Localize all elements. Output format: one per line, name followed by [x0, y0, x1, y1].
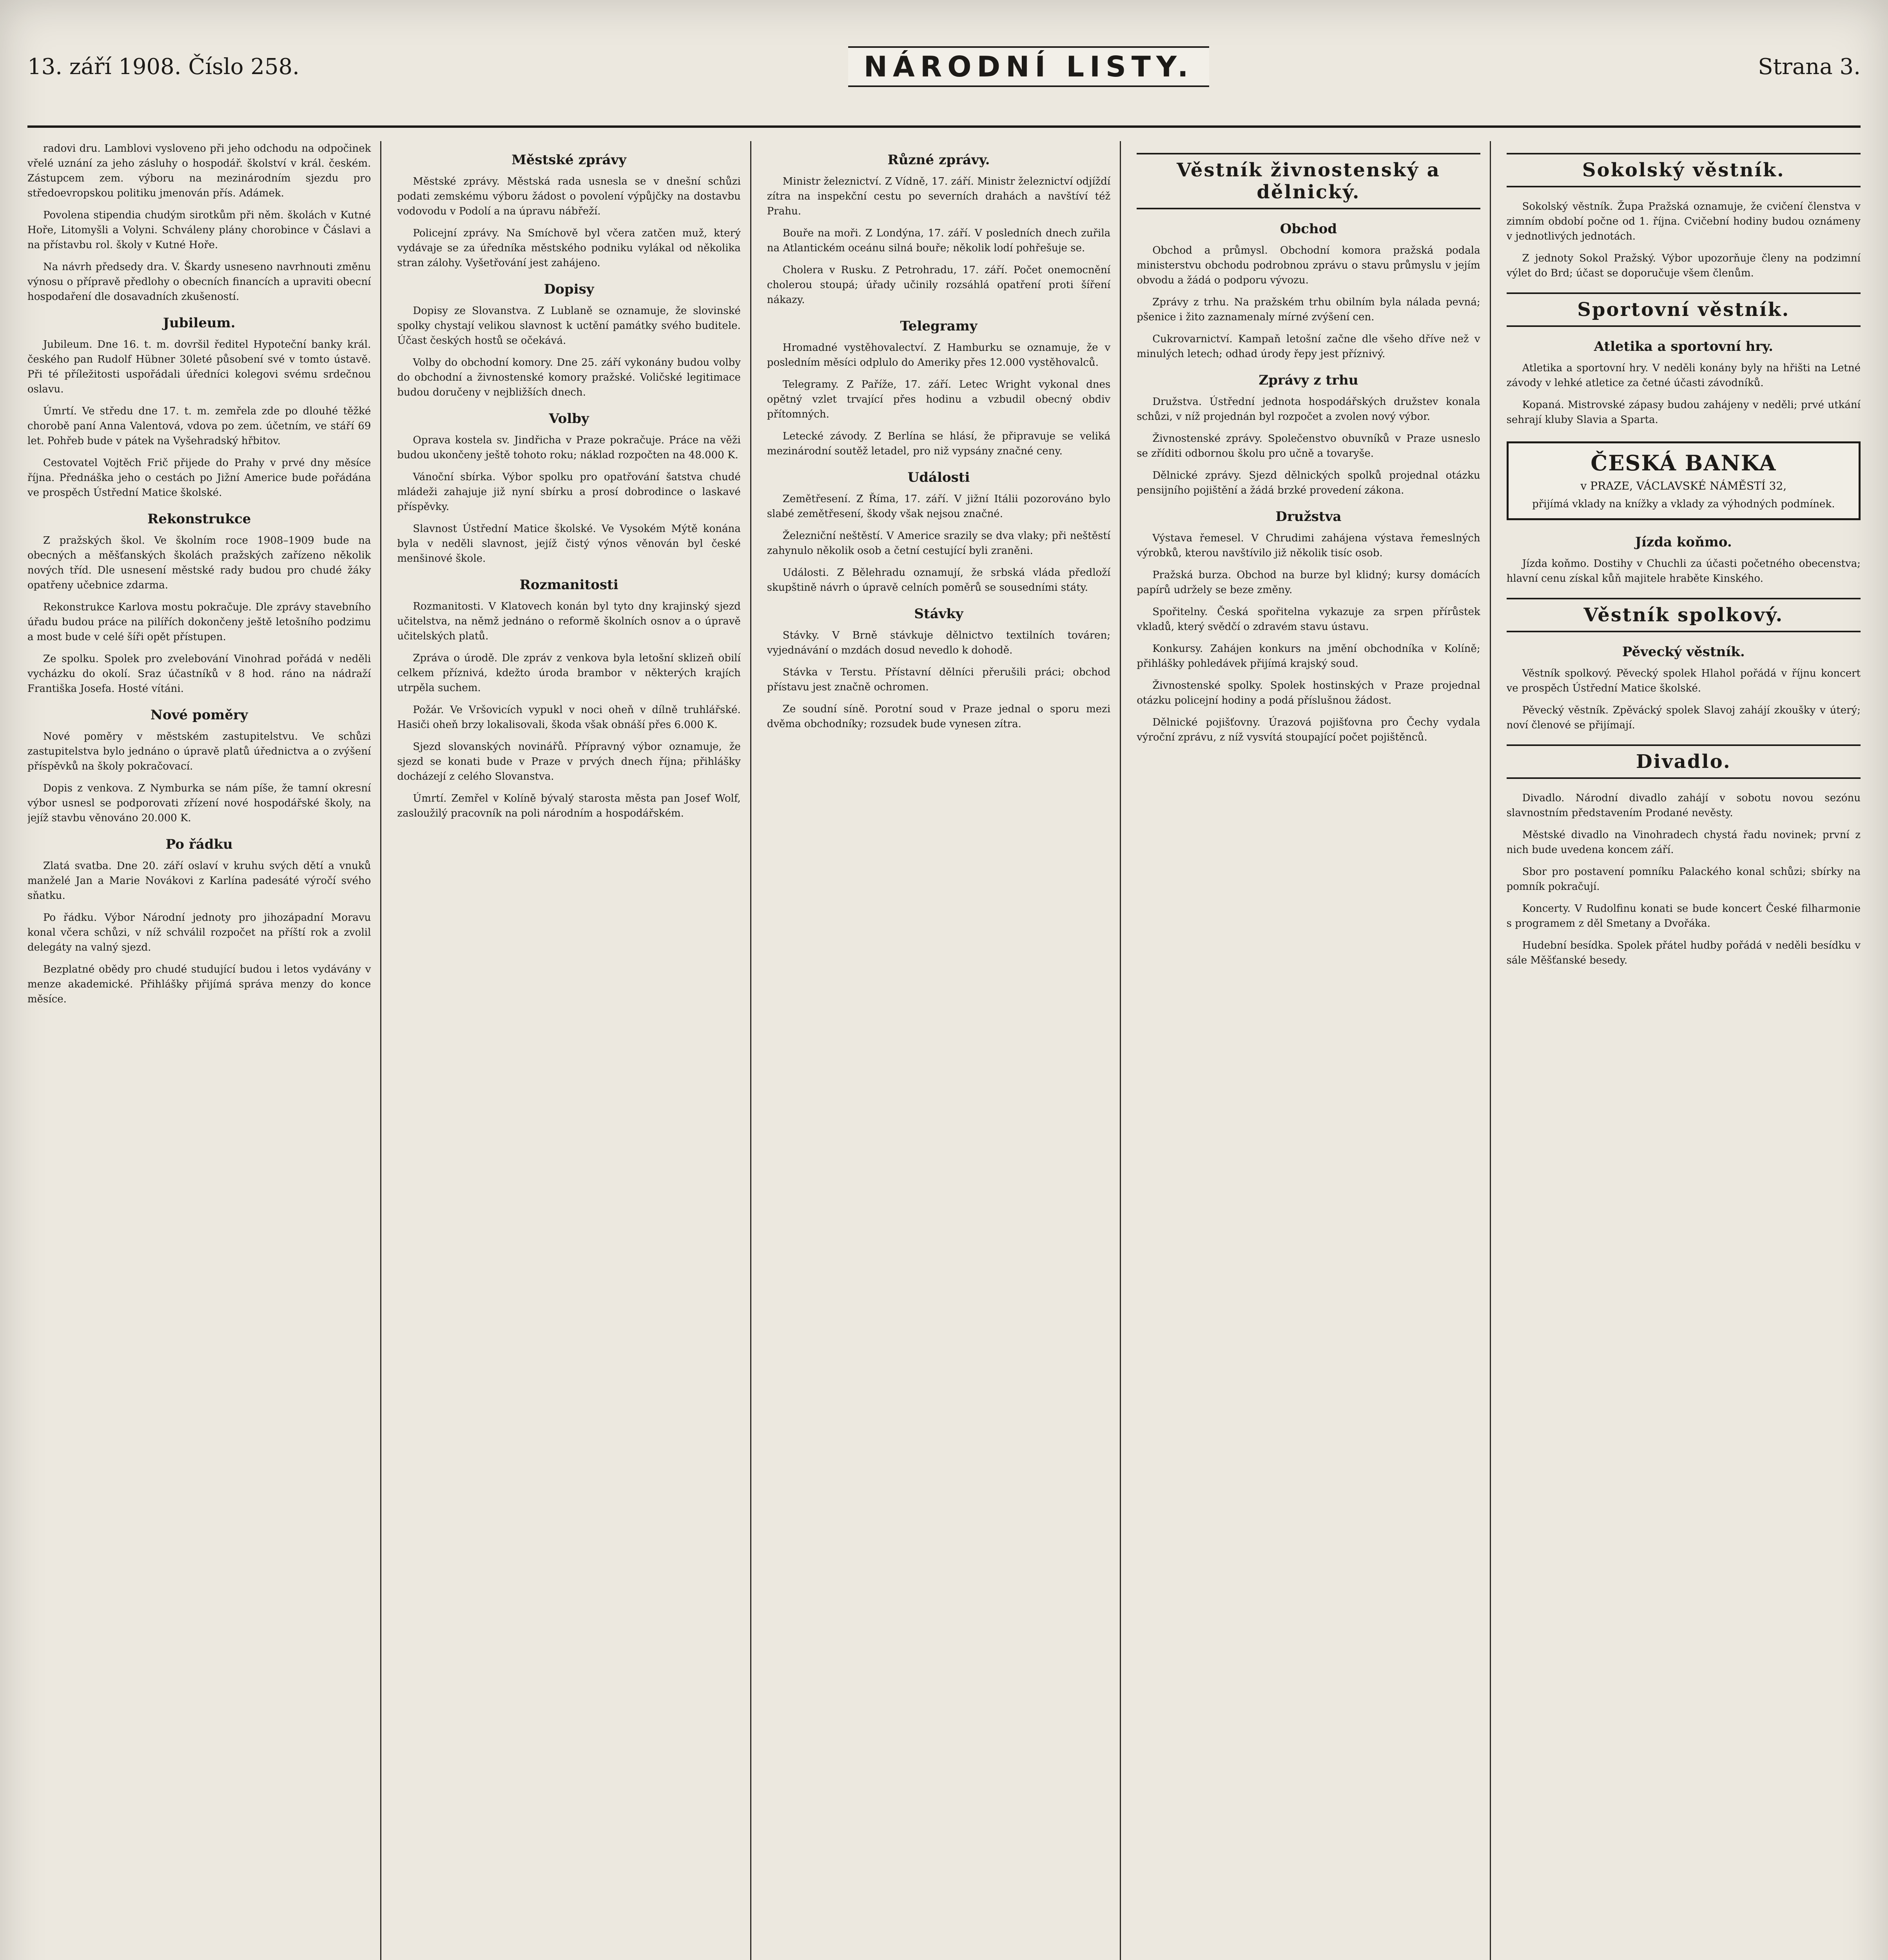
masthead-title: NÁRODNÍ LISTY. — [848, 46, 1210, 87]
section-heading: Obchod — [1280, 221, 1337, 237]
section-heading: Různé zprávy. — [887, 152, 990, 168]
section-heading: Dopisy — [544, 281, 594, 297]
paragraph: Zemětřesení. Z Říma, 17. září. V jižní Itálii pozorováno bylo slabé zemětřesení, škody však nejsou značné. — [767, 493, 1111, 520]
paragraph: Telegramy. Z Paříže, 17. září. Letec Wright vykonal dnes opětný vzlet trvající přes hodinu a vzbudil obecný obdiv přítomných. — [767, 379, 1111, 420]
column-1 — [27, 141, 381, 1960]
paragraph: Ze soudní síně. Porotní soud v Praze jednal o sporu mezi dvěma obchodníky; rozsudek bude vynesen zítra. — [767, 703, 1111, 730]
section-heading: Atletika a sportovní hry. — [1594, 339, 1773, 354]
date-and-issue: 13. září 1908. Číslo 258. — [27, 54, 299, 80]
paragraph: Pražská burza. Obchod na burze byl klidný; kursy domácích papírů udržely se beze změny. — [1137, 569, 1480, 596]
bank-subtitle: v PRAZE, VÁCLAVSKÉ NÁMĚSTÍ 32, — [1580, 479, 1787, 492]
paragraph: Pěvecký věstník. Zpěvácký spolek Slavoj zahájí zkoušky v úterý; noví členové se přijímají. — [1506, 704, 1861, 731]
paragraph: Koncerty. V Rudolfinu konati se bude koncert České filharmonie s programem z děl Smetany a Dvořáka. — [1506, 903, 1861, 929]
paragraph: radovi dru. Lamblovi vysloveno při jeho odchodu na odpočinek vřelé uznání za jeho zásluhy o hospodář. školství v král. českém. Zástupcem zem. výboru na mezinárodním sjezdu pro středoevropskou politiku jmenován přís. Adámek. — [27, 143, 371, 199]
section-heading: Po řádku — [165, 837, 233, 852]
section-banner: Divadlo. — [1507, 744, 1861, 779]
paragraph: Jubileum. Dne 16. t. m. dovršil ředitel Hypoteční banky král. českého pan Rudolf Hübner 30leté působení své v tomto ústavě. Při té příležitosti uspořádali úředníci kolegovi svému srdečnou oslavu. — [27, 339, 371, 395]
paragraph: Dělnické zprávy. Sjezd dělnických spolků projednal otázku pensijního pojištění a žádá brzké provedení zákona. — [1137, 470, 1480, 496]
paragraph: Bouře na moři. Z Londýna, 17. září. V posledních dnech zuřila na Atlantickém oceánu silná bouře; několik lodí pohřešuje se. — [767, 227, 1111, 254]
paragraph: Oprava kostela sv. Jindřicha v Praze pokračuje. Práce na věži budou ukončeny ještě tohoto roku; náklad rozpočten na 48.000 K. — [397, 434, 741, 461]
paragraph: Zpráva o úrodě. Dle zpráv z venkova byla letošní sklizeň obilí celkem příznivá, kdežto úroda brambor v některých krajích utrpěla suchem. — [397, 652, 741, 694]
paragraph: Cholera v Rusku. Z Petrohradu, 17. září. Počet onemocnění cholerou stoupá; úřady učinily rozsáhlá opatření proti šíření nákazy. — [767, 264, 1111, 306]
section-heading: Zprávy z trhu — [1259, 372, 1358, 388]
paragraph: Věstník spolkový. Pěvecký spolek Hlahol pořádá v říjnu koncert ve prospěch Ústřední Matice školské. — [1506, 668, 1861, 694]
bank-advertisement — [1507, 441, 1861, 520]
section-heading: Nové poměry — [150, 707, 248, 723]
section-banner: Věstník živnostenský a dělnický. — [1137, 153, 1480, 209]
paragraph: Požár. Ve Vršovicích vypukl v noci oheň v dílně truhlářské. Hasiči oheň brzy lokalisovali, škoda však obnáší přes 6.000 K. — [397, 704, 741, 731]
paragraph: Z jednoty Sokol Pražský. Výbor upozorňuje členy na podzimní výlet do Brd; účast se doporučuje všem členům. — [1506, 252, 1861, 279]
paragraph: Cestovatel Vojtěch Frič přijede do Prahy v prvé dny měsíce října. Přednáška jeho o cestách po Jižní Americe bude pořádána ve prospěch Ústřední Matice školské. — [27, 457, 371, 499]
paragraph: Železniční neštěstí. V Americe srazily se dva vlaky; při neštěstí zahynulo několik osob a četní cestující byli zraněni. — [767, 530, 1111, 557]
paragraph: Dělnické pojišťovny. Úrazová pojišťovna pro Čechy vydala výroční zprávu, z níž vysvítá stoupající počet pojištěnců. — [1137, 717, 1480, 743]
paragraph: Obchod a průmysl. Obchodní komora pražská podala ministerstvu obchodu podrobnou zprávu o stavu průmyslu v jejím obvodu a žádá o podporu vývozu. — [1137, 245, 1480, 286]
paragraph: Vánoční sbírka. Výbor spolku pro opatřování šatstva chudé mládeži zahajuje již nyní sbírku a prosí dobrodince o laskavé příspěvky. — [397, 471, 741, 513]
section-banner: Sportovní věstník. — [1507, 292, 1861, 327]
section-heading: Telegramy — [900, 318, 978, 334]
paragraph: Živnostenské zprávy. Společenstvo obuvníků v Praze usneslo se zříditi odbornou školu pro učně a tovaryše. — [1137, 433, 1480, 459]
paragraph: Hudební besídka. Spolek přátel hudby pořádá v neděli besídku v sále Měšťanské besedy. — [1506, 940, 1861, 966]
paragraph: Slavnost Ústřední Matice školské. Ve Vysokém Mýtě konána byla v neděli slavnost, jejíž čistý výnos věnován byl české menšinové škole. — [397, 523, 741, 564]
article-columns — [27, 141, 1861, 1960]
paragraph: Po řádku. Výbor Národní jednoty pro jihozápadní Moravu konal včera schůzi, v níž schválil rozpočet na příští rok a zvolil delegáty na valný sjezd. — [27, 912, 371, 953]
paragraph: Události. Z Bělehradu oznamují, že srbská vláda předloží skupštině návrh o úpravě celních poměrů se sousedními státy. — [767, 567, 1111, 593]
paragraph: Družstva. Ústřední jednota hospodářských družstev konala schůzi, v níž projednán byl rozpočet a zvolen nový výbor. — [1137, 396, 1480, 423]
paragraph: Dopis z venkova. Z Nymburka se nám píše, že tamní okresní výbor usnesl se podporovati zřízení nové hospodářské školy, na jejíž stavbu věnováno 20.000 K. — [27, 782, 371, 824]
column-2 — [397, 141, 751, 1960]
section-heading: Jubileum. — [163, 315, 236, 331]
paragraph: Konkursy. Zahájen konkurs na jmění obchodníka v Kolíně; přihlášky pohledávek přijímá krajský soud. — [1137, 643, 1480, 670]
paragraph: Volby do obchodní komory. Dne 25. září vykonány budou volby do obchodní a živnostenské komory pražské. Voličské legitimace budou doručeny v nejbližších dnech. — [397, 357, 741, 398]
paragraph: Spořitelny. Česká spořitelna vykazuje za srpen přírůstek vkladů, který svědčí o zdravém stavu ústavu. — [1137, 606, 1480, 633]
section-heading: Události — [907, 470, 970, 485]
bank-text: přijímá vklady na knížky a vklady za výhodných podmínek. — [1532, 498, 1835, 510]
paragraph: Dopisy ze Slovanstva. Z Lublaně se oznamuje, že slovinské spolky chystají velikou slavnost k uctění památky svého buditele. Účast českých hostů se očekává. — [397, 305, 741, 347]
column-5 — [1507, 141, 1861, 1960]
column-4 — [1137, 141, 1491, 1960]
section-heading: Pěvecký věstník. — [1622, 644, 1745, 660]
column-3 — [767, 141, 1121, 1960]
paragraph: Zprávy z trhu. Na pražském trhu obilním byla nálada pevná; pšenice i žito zaznamenaly mírné zvýšení cen. — [1137, 296, 1480, 323]
paragraph: Divadlo. Národní divadlo zahájí v sobotu novou sezónu slavnostním představením Prodané nevěsty. — [1506, 792, 1861, 819]
paragraph: Bezplatné obědy pro chudé studující budou i letos vydávány v menze akademické. Přihlášky přijímá správa menzy do konce měsíce. — [27, 964, 371, 1005]
paragraph: Stávky. V Brně stávkuje dělnictvo textilních továren; vyjednávání o mzdách dosud nevedlo k dohodě. — [767, 630, 1111, 656]
paragraph: Městské zprávy. Městská rada usnesla se v dnešní schůzi podati zemskému výboru žádost o povolení výpůjčky na dostavbu vodovodu v Podolí a na úpravu nábřeží. — [397, 176, 741, 217]
paragraph: Úmrtí. Ve středu dne 17. t. m. zemřela zde po dlouhé těžké chorobě paní Anna Valentová, vdova po zem. účetním, ve stáří 69 let. Pohřeb bude v pátek na Vyšehradský hřbitov. — [27, 405, 371, 447]
paragraph: Výstava řemesel. V Chrudimi zahájena výstava řemeslných výrobků, kterou navštívilo již několik tisíc osob. — [1137, 532, 1480, 559]
paragraph: Hromadné vystěhovalectví. Z Hamburku se oznamuje, že v posledním měsíci odplulo do Ameriky přes 12.000 vystěhovalců. — [767, 342, 1111, 368]
paragraph: Policejní zprávy. Na Smíchově byl včera zatčen muž, který vydávaje se za úředníka městského podniku vylákal od několika stran zálohy. Vyšetřování jest zahájeno. — [397, 227, 741, 269]
paragraph: Rekonstrukce Karlova mostu pokračuje. Dle zprávy stavebního úřadu budou práce na pilířích dokončeny ještě letošního podzimu a most bude v celé šíři opět přístupen. — [27, 601, 371, 643]
paragraph: Povolena stipendia chudým sirotkům při něm. školách v Kutné Hoře, Litomyšli a Volyni. Schváleny plány chorobince v Čáslavi a na přístavbu rol. školy v Kutné Hoře. — [27, 209, 371, 251]
paragraph: Jízda koňmo. Dostihy v Chuchli za účasti početného obecenstva; hlavní cenu získal kůň majitele hraběte Kinského. — [1506, 558, 1861, 584]
paragraph: Cukrovarnictví. Kampaň letošní začne dle všeho dříve než v minulých letech; odhad úrody řepy jest příznivý. — [1137, 333, 1480, 360]
page-header — [27, 8, 1861, 128]
section-heading: Městské zprávy — [511, 152, 626, 168]
paragraph: Kopaná. Mistrovské zápasy budou zahájeny v neděli; prvé utkání sehrají kluby Slavia a Sparta. — [1506, 399, 1861, 426]
paragraph: Sokolský věstník. Župa Pražská oznamuje, že cvičení členstva v zimním období počne od 1. října. Cvičební hodiny budou oznámeny v jednotlivých jednotách. — [1506, 201, 1861, 242]
paragraph: Atletika a sportovní hry. V neděli konány byly na hřišti na Letné závody v lehké atletice za četné účasti závodníků. — [1506, 362, 1861, 389]
page-number: Strana 3. — [1758, 54, 1861, 80]
section-heading: Rekonstrukce — [147, 511, 251, 527]
section-heading: Rozmanitosti — [519, 577, 618, 593]
paragraph: Ministr železnictví. Z Vídně, 17. září. Ministr železnictví odjíždí zítra na inspekční cestu po severních drahách a navštíví též Prahu. — [767, 176, 1111, 217]
paragraph: Sjezd slovanských novinářů. Přípravný výbor oznamuje, že sjezd se konati bude v Praze v prvých dnech října; přihlášky docházejí z celého Slovanstva. — [397, 741, 741, 782]
paragraph: Na návrh předsedy dra. V. Škardy usneseno navrhnouti změnu výnosu o přípravě předlohy o obecních financích a upraviti obecní hospodaření dle dosavadních zkušeností. — [27, 261, 371, 303]
section-heading: Stávky — [914, 606, 963, 622]
paragraph: Letecké závody. Z Berlína se hlásí, že připravuje se veliká mezinárodní soutěž letadel, pro niž vypsány značné ceny. — [767, 430, 1111, 457]
paragraph: Živnostenské spolky. Spolek hostinských v Praze projednal otázku policejní hodiny a podá příslušnou žádost. — [1137, 680, 1480, 706]
paragraph: Ze spolku. Spolek pro zvelebování Vinohrad pořádá v neděli vycházku do okolí. Sraz účastníků v 8 hod. ráno na nádraží Františka Josefa. Hosté vítáni. — [27, 653, 371, 695]
paragraph: Z pražských škol. Ve školním roce 1908–1909 bude na obecných a měšťanských školách pražských zařízeno několik nových tříd. Dle usnesení městské rady budou pro chudé žáky opatřeny učebnice zdarma. — [27, 535, 371, 591]
section-heading: Volby — [549, 411, 589, 426]
paragraph: Zlatá svatba. Dne 20. září oslaví v kruhu svých dětí a vnuků manželé Jan a Marie Novákovi z Karlína padesáté výročí svého sňatku. — [27, 860, 371, 902]
paragraph: Rozmanitosti. V Klatovech konán byl tyto dny krajinský sjezd učitelstva, na němž jednáno o reformě školních osnov a o úpravě učitelských platů. — [397, 601, 741, 642]
bank-title: ČESKÁ BANKA — [1591, 450, 1777, 475]
paragraph: Sbor pro postavení pomníku Palackého konal schůzi; sbírky na pomník pokračují. — [1506, 866, 1861, 893]
paragraph: Městské divadlo na Vinohradech chystá řadu novinek; první z nich bude uvedena koncem září. — [1506, 829, 1861, 856]
section-heading: Družstva — [1275, 509, 1342, 524]
section-banner: Věstník spolkový. — [1507, 598, 1861, 632]
section-heading: Jízda koňmo. — [1635, 534, 1732, 550]
paragraph: Stávka v Terstu. Přístavní dělníci přerušili práci; obchod přístavu jest značně ochromen. — [767, 666, 1111, 693]
paragraph: Nové poměry v městském zastupitelstvu. Ve schůzi zastupitelstva bylo jednáno o úpravě platů úřednictva a o zvýšení příspěvků na školy pokračovací. — [27, 731, 371, 772]
section-banner: Sokolský věstník. — [1507, 153, 1861, 187]
paragraph: Úmrtí. Zemřel v Kolíně bývalý starosta města pan Josef Wolf, zasloužilý pracovník na poli národním a hospodářském. — [397, 793, 741, 819]
